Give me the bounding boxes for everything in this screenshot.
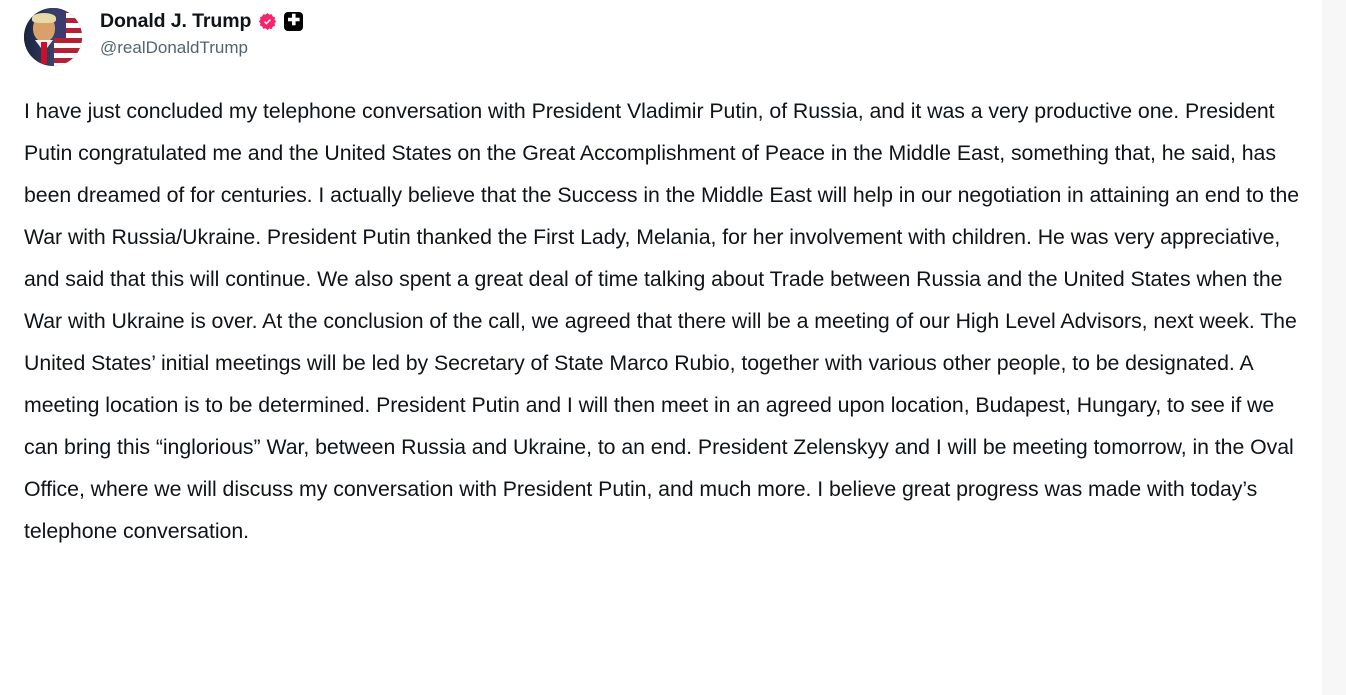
tie-shape [41,42,47,64]
plus-glyph: ✚ [287,12,301,30]
affiliate-badge-icon[interactable] [284,12,303,31]
author-name-row [100,12,303,32]
avatar[interactable] [24,8,82,66]
author-display-name[interactable]: Donald J. Trump [100,10,252,32]
hair-shape [32,13,56,23]
verified-badge-icon[interactable] [258,12,277,31]
page-right-edge [1322,0,1346,695]
post-body-text: I have just concluded my telephone conversation with President Vladimir Putin, of Russia, and it was a very productive one. President Putin congratulated me and the United States on the Great Accomplishment of Peace in the Middle East, something that, he said, has been dreamed of for centuries. I actually believe that the Success in the Middle East will help in our negotiation in attaining an end to the War with Russia/Ukraine. President Putin thanked the First Lady, Melania, for her involvement with children. He was very appreciative, and said that this will continue. We also spent a great deal of time talking about Trade between Russia and the United States when the War with Ukraine is over. At the conclusion of the call, we agreed that there will be a meeting of our High Level Advisors, next week. The United States’ initial meetings will be led by Secretary of State Marco Rubio, together with various other people, to be designated. A meeting location is to be determined. President Putin and I will then meet in an agreed upon location, Budapest, Hungary, to see if we can bring this “inglorious” War, between Russia and Ukraine, to an end. President Zelenskyy and I will be meeting tomorrow, in the Oval Office, where we will discuss my conversation with President Putin, and much more. I believe great progress was made with today’s telephone conversation. [24,99,1305,543]
author-handle[interactable]: @realDonaldTrump [100,37,248,57]
author-identity [100,8,303,56]
post-header [0,0,1346,64]
